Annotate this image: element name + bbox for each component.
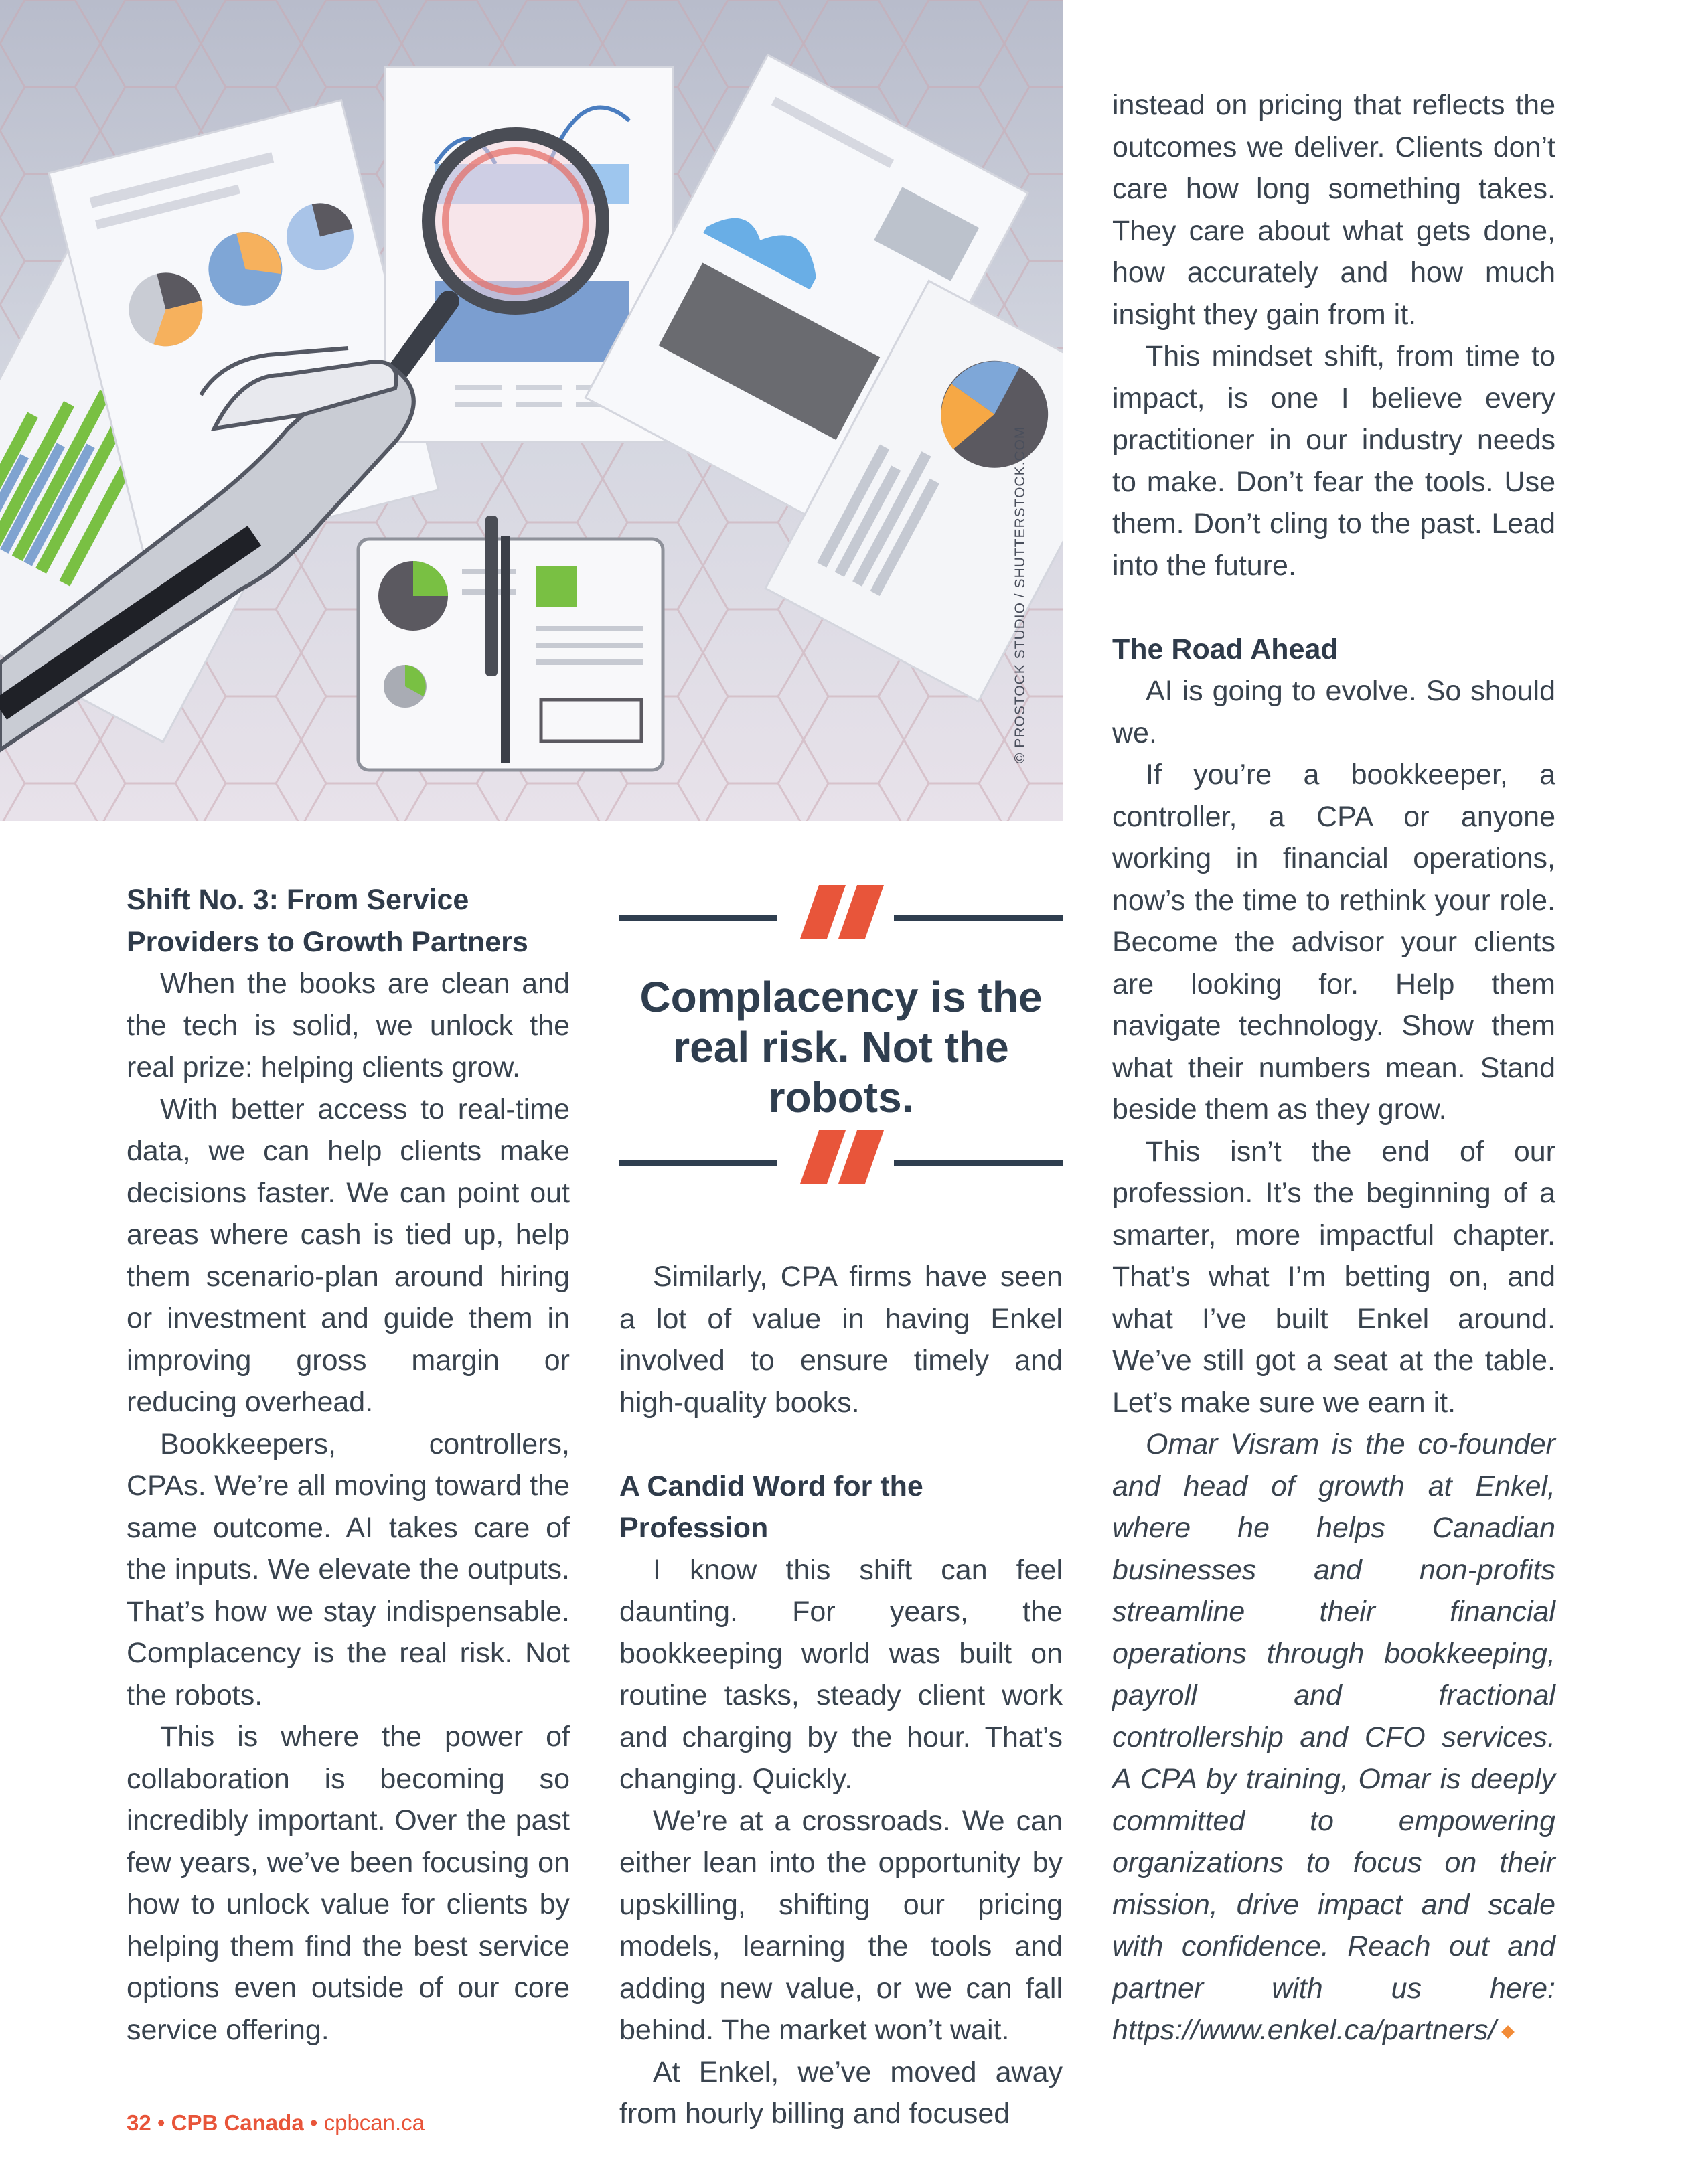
column-left xyxy=(127,879,570,2051)
publication-name: CPB Canada xyxy=(171,2110,304,2135)
quote-mark-icon xyxy=(800,885,884,939)
paragraph: Bookkeepers, controllers, CPAs. We’re all moving toward the same outcome. AI takes care of the inputs. We elevate the outputs. That’s how we stay indispensable. Complacency is the real risk. Not the robots. xyxy=(127,1427,570,1711)
photo-credit: © PROSTOCK STUDIO / SHUTTERSTOCK.COM xyxy=(1012,426,1028,763)
quote-rule-left xyxy=(619,1160,777,1166)
paragraph: This mindset shift, from time to impact, is one I believe every practitioner in our industry needs to make. Don’t fear the tools. Use them. Don’t cling to the past. Lead into the future. xyxy=(1112,340,1555,582)
section-heading-shift-3: Shift No. 3: From Service Providers to Growth Partners xyxy=(127,884,528,958)
paragraph: AI is going to evolve. So should we. xyxy=(1112,675,1555,749)
quote-rule-left xyxy=(619,915,777,921)
paragraph: At Enkel, we’ve moved away from hourly billing and focused xyxy=(619,2055,1063,2130)
quote-mark-icon xyxy=(800,1130,884,1184)
pull-quote-text: Complacency is the real risk. Not the robots. xyxy=(639,973,1043,1121)
footer-separator: • xyxy=(157,2110,165,2135)
paragraph: This isn’t the end of our profession. It’s the beginning of a smarter, more impactful chapter. That’s what I’m betting on, and what I’ve built Enkel around. We’ve still got a seat at the table. Let’s make sure we earn it. xyxy=(1112,1135,1555,1419)
quote-rule-right xyxy=(894,915,1063,921)
paragraph: I know this shift can feel daunting. For years, the bookkeeping world was built on routine tasks, steady client work and charging by the hour. That’s changing. Quickly. xyxy=(619,1553,1063,1795)
paragraph: Similarly, CPA firms have seen a lot of value in having Enkel involved to ensure timely and high-quality books. xyxy=(619,1261,1063,1419)
paragraph: This is where the power of collaboration is becoming so incredibly important. Over the past few years, we’ve been focusing on how to unlock value for clients by helping them find the best service options even outside of our core service offering. xyxy=(127,1721,570,2046)
website-link[interactable]: cpbcan.ca xyxy=(323,2110,425,2135)
author-bio: Omar Visram is the co-founder and head of growth at Enkel, where he helps Canadian businesses and non-profits streamline their financial operations through bookkeeping, payroll and fractional controllership and CFO services. A CPA by training, Omar is deeply committed to empowering organizations to focus on their mission, drive impact and scale with confidence. Reach out and partner with us here: https://www.enkel.ca/partners/ xyxy=(1112,1428,1555,2046)
paragraph: With better access to real-time data, we can help clients make decisions faster. We can point out areas where cash is tied up, help them scenario-plan around hiring or investment and guide them in improving gross margin or reducing overhead. xyxy=(127,1093,570,1418)
paragraph: If you’re a bookkeeper, a controller, a CPA or anyone working in financial operations, now’s the time to rethink your role. Become the advisor your clients are looking for. Help them navigate technology. Show them what their numbers mean. Stand beside them as they grow. xyxy=(1112,759,1555,1125)
pull-quote xyxy=(619,885,1063,1193)
page-footer xyxy=(127,2110,425,2136)
footer-separator: • xyxy=(309,2110,318,2135)
section-heading-candid-word: A Candid Word for the Profession xyxy=(619,1470,923,1544)
column-middle xyxy=(619,1256,1063,2135)
paragraph: When the books are clean and the tech is solid, we unlock the real prize: helping clients grow. xyxy=(127,967,570,1083)
paragraph: We’re at a crossroads. We can either lean into the opportunity by upskilling, shifting our pricing models, learning the tools and adding new value, or we can fall behind. The market won’t wait. xyxy=(619,1804,1063,2046)
paragraph-continuation: instead on pricing that reflects the outcomes we deliver. Clients don’t care how long something takes. They care about what gets done, how accurately and how much insight they gain from it. xyxy=(1112,89,1555,331)
quote-rule-right xyxy=(894,1160,1063,1166)
page-number: 32 xyxy=(127,2110,151,2135)
robot-hand-magnifier-illustration xyxy=(0,0,1063,821)
hero-illustration xyxy=(0,0,1063,821)
section-heading-road-ahead: The Road Ahead xyxy=(1112,633,1339,666)
column-right xyxy=(1112,84,1555,2051)
end-mark-icon xyxy=(1501,2025,1515,2039)
